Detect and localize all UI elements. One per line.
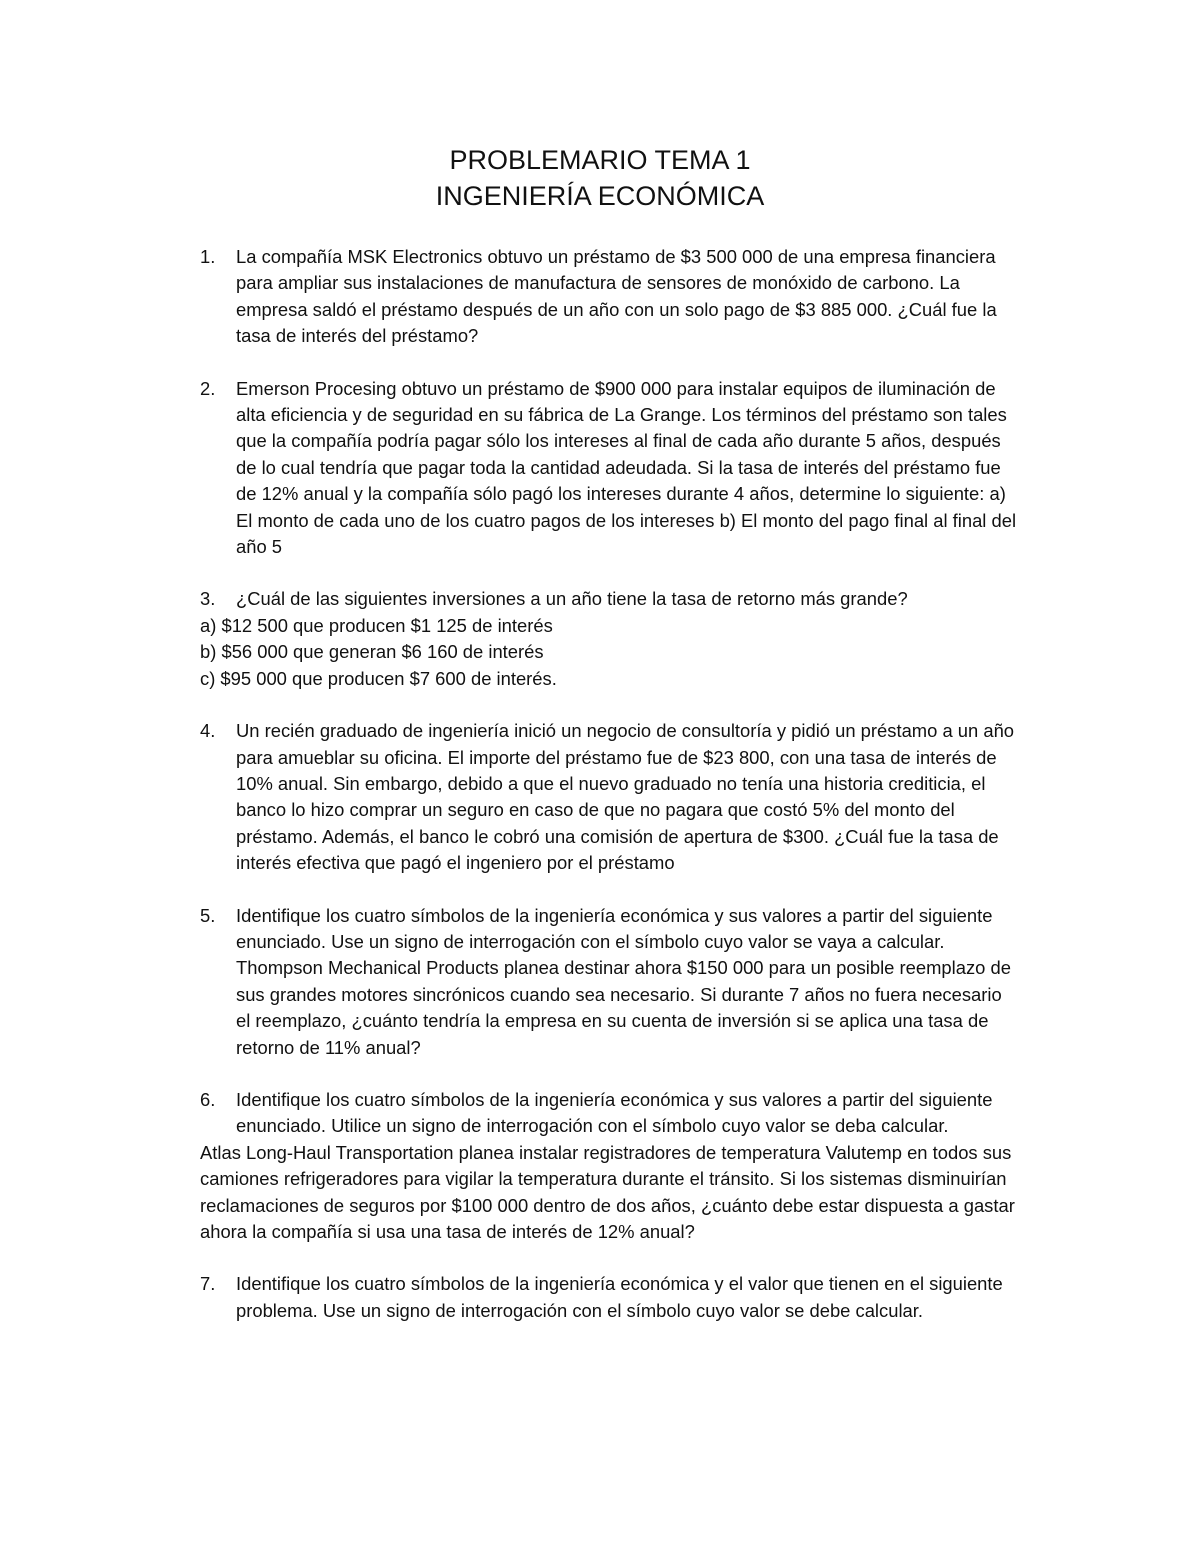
problem-number: 1. [200, 246, 216, 267]
problem-text: La compañía MSK Electronics obtuvo un préstamo de $3 500 000 de una empresa financiera para ampliar sus instalaciones de manufactura de sensores de monóxido de carbono. La empresa saldó el préstamo después de un año con un solo pago de $3 885 000. ¿Cuál fue la tasa de interés del préstamo? [236, 246, 997, 347]
problem-4 [200, 718, 1020, 876]
option-a: a) $12 500 que producen $1 125 de interés [200, 614, 553, 636]
problem-text: Identifique los cuatro símbolos de la ingeniería económica y sus valores a partir del siguiente enunciado. Utilice un signo de interrogación con el símbolo cuyo valor se deba calcular. [236, 1088, 993, 1137]
problem-number: 2. [200, 377, 216, 399]
problem-6-scenario: Atlas Long-Haul Transportation planea instalar registradores de temperatura Valutemp en todos sus camiones refrigeradores para vigilar la temperatura durante el tránsito. Si los sistemas disminuirían reclamaciones de seguros por $100 000 dentro de dos años, ¿cuánto debe estar dispuesta a gastar ahora la compañía si usa una tasa de interés de 12% anual? [200, 1141, 1015, 1242]
problem-6 [200, 1087, 1020, 1140]
option-b: b) $56 000 que generan $6 160 de interés [200, 641, 544, 663]
problem-number: 5. [200, 904, 216, 926]
problem-5 [200, 903, 1020, 1061]
problem-list [200, 244, 1020, 1350]
problem-text: Un recién graduado de ingeniería inició un negocio de consultoría y pidió un préstamo a un año para amueblar su oficina. El importe del préstamo fue de $23 800, con una tasa de interés de 10% anual. Sin embargo, debido a que el nuevo graduado no tenía una historia crediticia, el banco lo hizo comprar un seguro en caso de que no pagara que costó 5% del monto del préstamo. Además, el banco le cobró una comisión de apertura de $300. ¿Cuál fue la tasa de interés efectiva que pagó el ingeniero por el préstamo [236, 720, 1015, 874]
option-c: c) $95 000 que producen $7 600 de interés. [200, 667, 557, 689]
problem-text: Identifique los cuatro símbolos de la ingeniería económica y sus valores a partir del siguiente enunciado. Use un signo de interrogación con el símbolo cuyo valor se vaya a calcular. Thompson Mechanical Products planea destinar ahora $150 000 para un posible reemplazo de sus grandes motores sincrónicos cuando sea necesario. Si durante 7 años no fuera necesario el reemplazo, ¿cuánto tendría la empresa en su cuenta de inversión si se aplica una tasa de retorno de 11% anual? [236, 904, 1011, 1058]
problem-text: Identifique los cuatro símbolos de la ingeniería económica y el valor que tienen en el siguiente problema. Use un signo de interrogación con el símbolo cuyo valor se debe calcular. [236, 1273, 1003, 1321]
problem-number: 4. [200, 720, 216, 742]
problem-3-options [200, 613, 1020, 692]
problem-7 [200, 1271, 1020, 1324]
problem-text: Emerson Procesing obtuvo un préstamo de $900 000 para instalar equipos de iluminación de alta eficiencia y de seguridad en su fábrica de La Grange. Los términos del préstamo son tales que la compañía podría pagar sólo los intereses al final de cada año durante 5 años, después de lo cual tendría que pagar toda la cantidad adeudada. Si la tasa de interés del préstamo fue de 12% anual y la compañía sólo pagó los intereses durante 4 años, determine lo siguiente: a) El monto de cada uno de los cuatro pagos de los intereses b) El monto del pago final al final del año 5 [236, 377, 1017, 558]
document-title [0, 142, 1200, 214]
problem-number: 6. [200, 1088, 216, 1110]
problem-number: 3. [200, 588, 216, 610]
problem-2 [200, 376, 1020, 561]
problem-3 [200, 586, 1020, 612]
title-line-2: INGENIERÍA ECONÓMICA [435, 181, 765, 211]
problem-number: 7. [200, 1273, 216, 1295]
problem-1 [200, 244, 1020, 350]
problem-text: ¿Cuál de las siguientes inversiones a un año tiene la tasa de retorno más grande? [236, 588, 908, 610]
title-line-1: PROBLEMARIO TEMA 1 [449, 145, 751, 175]
